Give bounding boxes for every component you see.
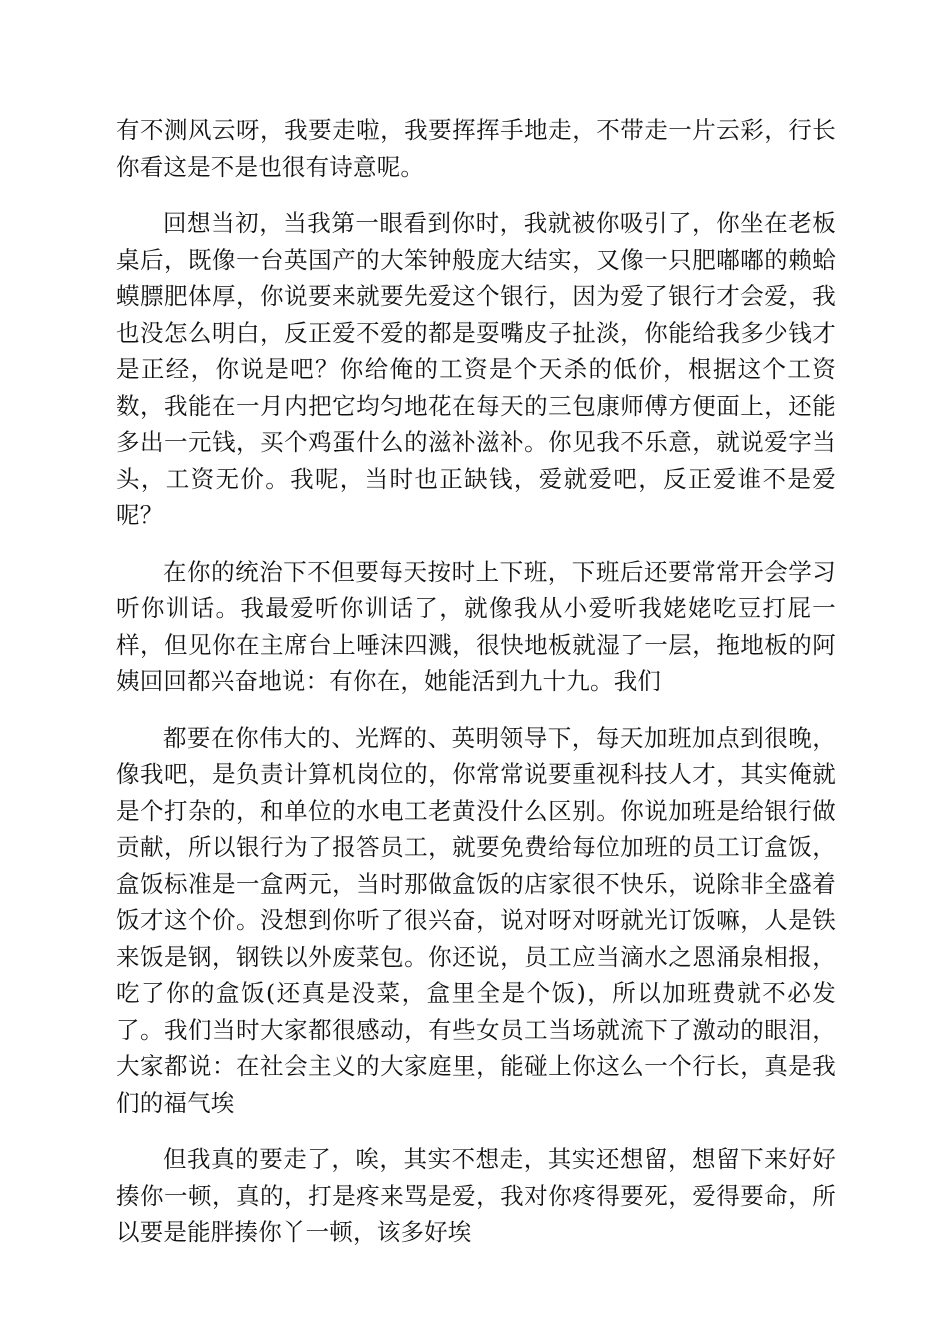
paragraph-4: 都要在你伟大的、光辉的、英明领导下，每天加班加点到很晚，像我吧，是负责计算机岗位的，你常常说要重视科技人才，其实俺就是个打杂的，和单位的水电工老黄没什么区别。你说加班是给银行做贡献，所以银行为了报答员工，就要免费给每位加班的员工订盒饭，盒饭标准是一盒两元，当时那做盒饭的店家很不快乐，说除非全盛着饭才这个价。没想到你听了很兴奋，说对呀对呀就光订饭嘛，人是铁来饭是钢，钢铁以外废菜包。你还说，员工应当滴水之恩涌泉相报，吃了你的盒饭(还真是没菜，盒里全是个饭)，所以加班费就不必发了。我们当时大家都很感动，有些女员工当场就流下了激动的眼泪，大家都说：在社会主义的大家庭里，能碰上你这么一个行长，真是我们的福气埃 (116, 723, 836, 1117)
paragraph-3: 在你的统治下不但要每天按时上下班，下班后还要常常开会学习听你训话。我最爱听你训话了，就像我从小爱听我姥姥吃豆打屁一样，但见你在主席台上唾沫四溅，很快地板就湿了一层，拖地板的阿姨回回都兴奋地说：有你在，她能活到九十九。我们 (116, 557, 836, 695)
paragraph-5: 但我真的要走了，唉，其实不想走，其实还想留，想留下来好好揍你一顿，真的，打是疼来骂是爱，我对你疼得要死，爱得要命，所以要是能胖揍你丫一顿，该多好埃 (116, 1145, 836, 1246)
paragraph-2: 回想当初，当我第一眼看到你时，我就被你吸引了，你坐在老板桌后，既像一台英国产的大笨钟般庞大结实，又像一只肥嘟嘟的赖蛤蟆膘肥体厚，你说要来就要先爱这个银行，因为爱了银行才会爱，我也没怎么明白，反正爱不爱的都是耍嘴皮子扯淡，你能给我多少钱才是正经，你说是吧？你给俺的工资是个天杀的低价，根据这个工资数，我能在一月内把它均匀地花在每天的三包康师傅方便面上，还能多出一元钱，买个鸡蛋什么的滋补滋补。你见我不乐意，就说爱字当头，工资无价。我呢，当时也正缺钱，爱就爱吧，反正爱谁不是爱呢？ (116, 209, 836, 529)
paragraph-1: 有不测风云呀，我要走啦，我要挥挥手地走，不带走一片云彩，行长你看这是不是也很有诗意呢。 (116, 116, 836, 181)
document-body (116, 112, 836, 1271)
